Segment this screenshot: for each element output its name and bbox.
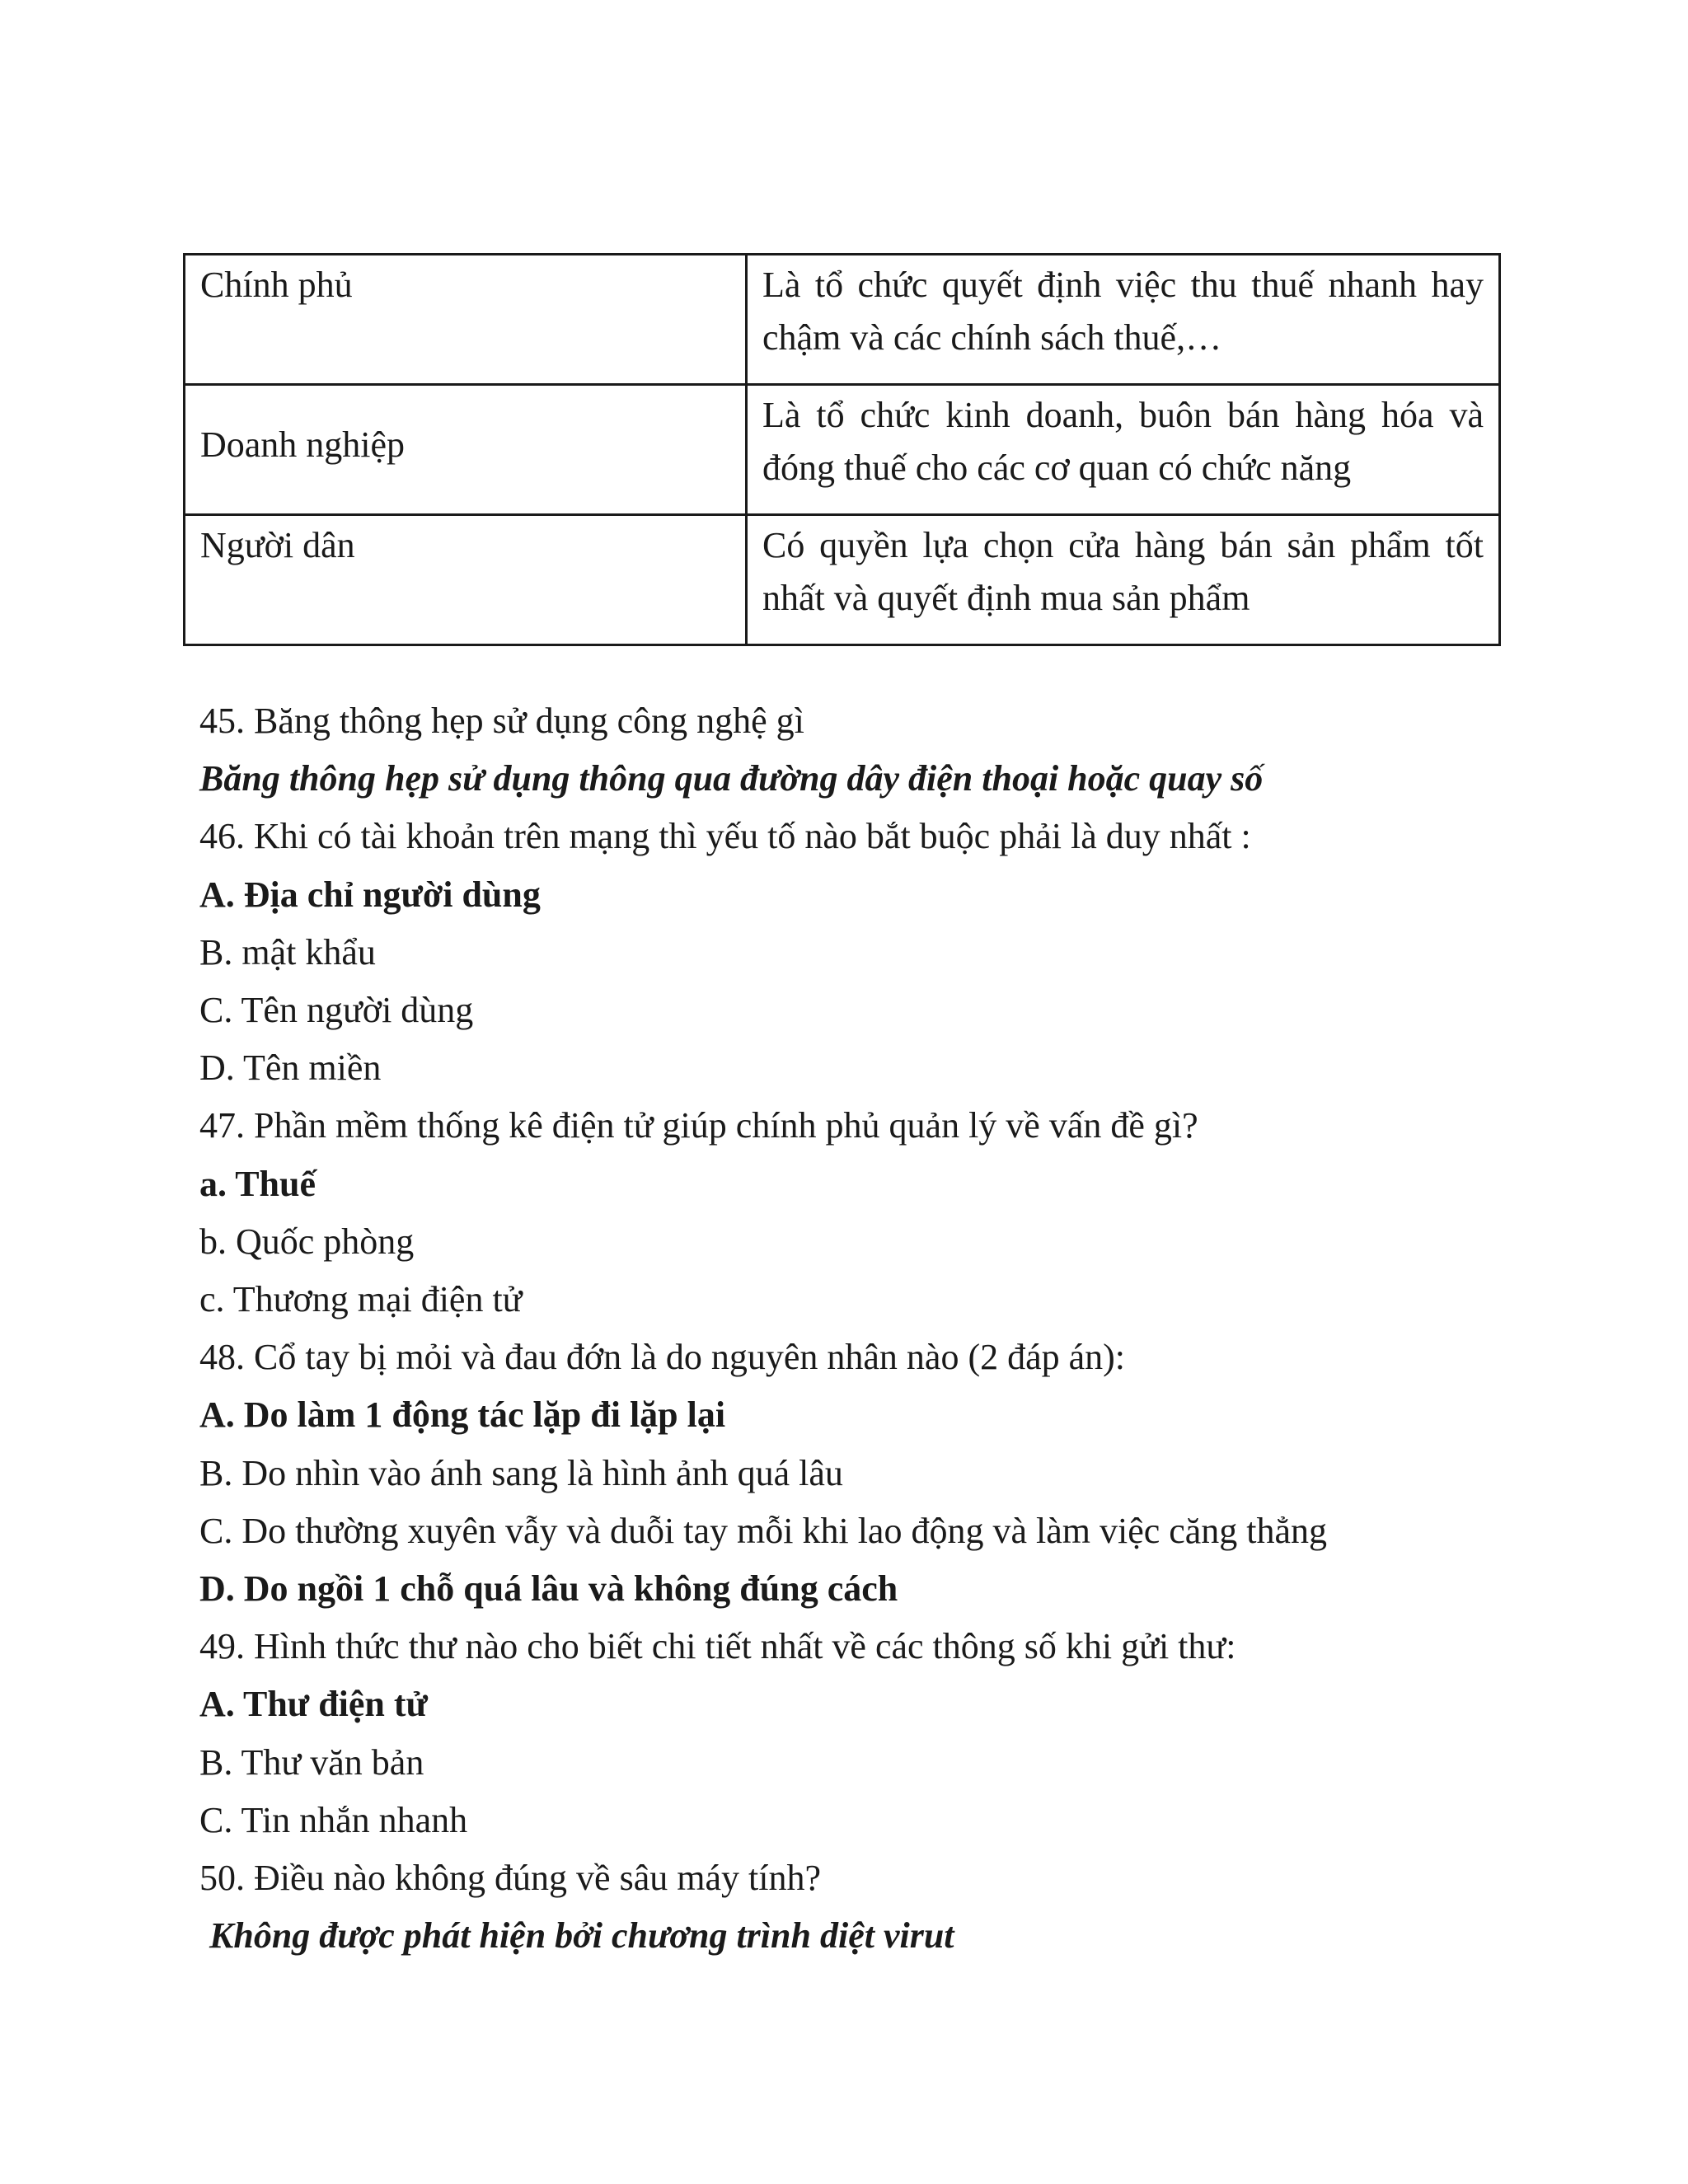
question-list xyxy=(199,692,1485,1965)
option-46-d: D. Tên miền xyxy=(199,1047,382,1089)
option-46-a: A. Địa chỉ người dùng xyxy=(199,874,541,915)
table-cell-description: Có quyền lựa chọn cửa hàng bán sản phẩm tốt nhất và quyết định mua sản phẩm xyxy=(747,515,1500,645)
option-49-c: C. Tin nhắn nhanh xyxy=(199,1799,468,1840)
question-48: 48. Cổ tay bị mỏi và đau đớn là do nguyên nhân nào (2 đáp án): xyxy=(199,1337,1126,1378)
table-cell-role: Chính phủ xyxy=(185,255,747,385)
option-49-a: A. Thư điện tử xyxy=(199,1684,428,1725)
option-49-b: B. Thư văn bản xyxy=(199,1741,424,1783)
question-46: 46. Khi có tài khoản trên mạng thì yếu tố nào bắt buộc phải là duy nhất : xyxy=(199,816,1251,857)
answer-50: Không được phát hiện bởi chương trình diệt virut xyxy=(209,1915,954,1957)
table-cell-role: Doanh nghiệp xyxy=(185,385,747,515)
table-cell-description: Là tổ chức kinh doanh, buôn bán hàng hóa và đóng thuế cho các cơ quan có chức năng xyxy=(747,385,1500,515)
option-47-c: c. Thương mại điện tử xyxy=(199,1279,523,1320)
option-47-a: a. Thuế xyxy=(199,1163,316,1204)
roles-table xyxy=(183,253,1501,646)
table-row xyxy=(185,385,1500,515)
table-row xyxy=(185,515,1500,645)
option-48-c: C. Do thường xuyên vẫy và duỗi tay mỗi khi lao động và làm việc căng thẳng xyxy=(199,1510,1328,1551)
answer-45: Băng thông hẹp sử dụng thông qua đường dây điện thoại hoặc quay số xyxy=(199,758,1264,799)
option-48-b: B. Do nhìn vào ánh sang là hình ảnh quá lâu xyxy=(199,1452,843,1493)
option-48-a: A. Do làm 1 động tác lặp đi lặp lại xyxy=(199,1394,726,1436)
option-47-b: b. Quốc phòng xyxy=(199,1221,415,1262)
option-46-c: C. Tên người dùng xyxy=(199,990,474,1031)
option-46-b: B. mật khẩu xyxy=(199,931,376,972)
question-45: 45. Băng thông hẹp sử dụng công nghệ gì xyxy=(199,701,804,741)
question-50: 50. Điều nào không đúng về sâu máy tính? xyxy=(199,1858,821,1899)
table-row xyxy=(185,255,1500,385)
question-47: 47. Phần mềm thống kê điện tử giúp chính phủ quản lý về vấn đề gì? xyxy=(199,1105,1198,1146)
table-cell-role: Người dân xyxy=(185,515,747,645)
table-cell-description: Là tổ chức quyết định việc thu thuế nhanh hay chậm và các chính sách thuế,… xyxy=(747,255,1500,385)
option-48-d: D. Do ngồi 1 chỗ quá lâu và không đúng cách xyxy=(199,1568,898,1610)
question-49: 49. Hình thức thư nào cho biết chi tiết nhất về các thông số khi gửi thư: xyxy=(199,1626,1236,1667)
